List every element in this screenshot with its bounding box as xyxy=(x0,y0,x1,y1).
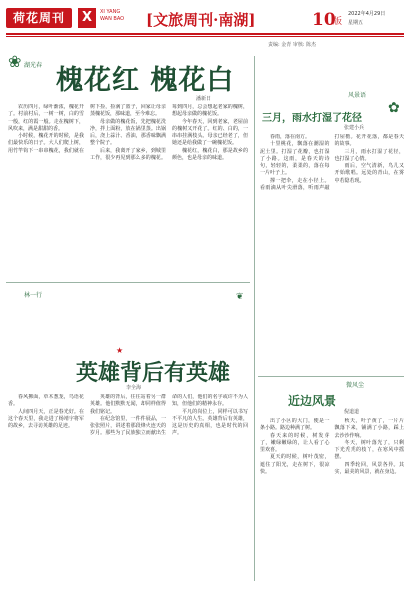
article-author-1: 潘新日 xyxy=(196,96,212,102)
paragraph: 母亲做的槐花饭，先把槐花洗净，拌上面粉，放在锅里蒸。出锅后，浇上蒜汁、香油，那香味飘满整个院子。 xyxy=(90,118,166,147)
paragraph: 出了小区的大门，便是一条小路。路边种满了树。 xyxy=(260,418,330,432)
paragraph: 撑一把伞，走在小径上。看雨滴从叶尖滑落，听雨声敲打屋檐。花开花落，都是春天的故事。 xyxy=(260,134,404,192)
paragraph: 十里桃花，飘落在潮湿的泥土里。打湿了花瓣，也打湿了小路。这雨，是春天的诗句，轻轻的，柔柔的，落在每一片叶子上。 xyxy=(260,141,330,177)
paragraph: 冬天，树叶落光了，只剩下光秃秃的枝丫，在寒风中摇摆。 xyxy=(334,439,404,461)
section-title: [文旅周刊·南湖] xyxy=(146,11,256,29)
page-number: 10 xyxy=(312,10,336,30)
section-divider-right xyxy=(258,376,404,377)
pinyin-line-2: WAN BAO xyxy=(100,16,125,22)
article-author-2: 李全海 xyxy=(126,385,142,391)
paragraph: 今年春天，回到老家，老屋前的槐树又开花了。红的、白的，一串串挂满枝头。母亲已经老了，但她还是给我做了一碗槐花饭。 xyxy=(172,118,248,147)
paragraph: 四季轮回，风景各异。其实，最美的风景，就在身边。 xyxy=(334,461,404,476)
section-label: 湖光春 xyxy=(24,62,43,69)
leaf-ornament-icon: ❦ xyxy=(236,292,244,302)
paragraph: 小时候，槐花开的时候，是我们最快乐的日子。大人们爬上树，用竹竿钩下一串串槐花，我们就在树下捡，捡满了篮子，回家让母亲蒸槐花饭，那味道，至今难忘。 xyxy=(8,104,166,154)
issue-date: 2022年4月29日 xyxy=(348,11,386,17)
masthead-rule-thin xyxy=(6,36,404,37)
section-label: 风景语 xyxy=(348,92,367,99)
paragraph: 英雄的背后，往往站着另一群英雄。他们默默无闻，却同样值得我们铭记。 xyxy=(90,394,166,415)
paragraph: 平凡的岗位上，同样可以书写不平凡的人生。英雄背后有英雄，这是历史的真相，也是时代的回声。 xyxy=(172,408,248,437)
column-head-1 xyxy=(24,60,42,72)
paragraph: 在纪念馆里，一件件展品，一张张照片，讲述着那段烽火连天的岁月。那些为了民族独立而献出生命的人们，他们的名字或许不为人知，但他们的精神永存。 xyxy=(90,394,248,437)
article-body-2 xyxy=(8,394,248,584)
paragraph: 夏天的时候，树叶茂密，遮住了阳光，走在树下，很凉快。 xyxy=(260,454,330,476)
issue-weekday: 星期五 xyxy=(348,20,364,26)
column-divider xyxy=(254,56,255,581)
column-head-2 xyxy=(24,290,42,302)
article-headline-2: 英雄背后有英雄 xyxy=(76,360,231,386)
article-headline-4: 近边风景 xyxy=(288,394,337,408)
paragraph: 秋天，叶子黄了，一片片飘落下来，铺满了小路，踩上去沙沙作响。 xyxy=(334,418,404,439)
article-body-1 xyxy=(8,104,248,278)
article-headline-3: 三月，雨水打湿了花径 xyxy=(262,113,362,124)
page-unit: 版 xyxy=(333,17,343,27)
pinyin-line-1: XI YANG xyxy=(100,9,121,15)
section-label: 微风尘 xyxy=(346,382,365,389)
article-body-3 xyxy=(260,134,404,372)
flower-ornament-icon: ✿ xyxy=(388,100,400,116)
paragraph: 春雨，落在南方。 xyxy=(270,134,311,140)
paragraph: 雨后，空气清新，鸟儿又开始歌唱。远处的青山，在雾中若隐若现。 xyxy=(334,163,404,184)
flower-ornament-icon: ❀ xyxy=(8,52,22,71)
article-author-3: 张建小兵 xyxy=(344,125,365,131)
paragraph: 人间四月天，正是春光好。在这个春天里，我走进了杨靖宇将军的故乡，去寻访英雄的足迹。 xyxy=(8,408,84,430)
paragraph: 三月，雨水打湿了花径，也打湿了心情。 xyxy=(334,148,404,162)
masthead xyxy=(0,0,410,36)
column-head-4 xyxy=(346,380,364,392)
article-author-4: 倪道道 xyxy=(344,409,360,415)
newspaper-logo: 荷花周刊 xyxy=(6,8,72,28)
paragraph: 槐花红，槐花白，那是故乡的颜色，也是母亲的味道。 xyxy=(172,147,248,162)
x-logo-mark: X xyxy=(78,8,96,28)
star-ornament-icon: ★ xyxy=(116,346,124,355)
masthead-rule xyxy=(6,33,404,35)
paragraph: 春天来的时候，树发芽了，嫩绿嫩绿的，让人看了心里欢喜。 xyxy=(260,432,330,454)
editors-credit: 责编: 金青 审核: 陈杰 xyxy=(268,42,317,48)
paragraph: 后来，我离开了家乡，到城里工作，很少再见到那么多的槐花。每到四月，总会想起老家的槐树，想起母亲做的槐花饭。 xyxy=(90,104,248,162)
paragraph: 农历四月，绿叶渐浓，槐花开了。村前村后，一树一树，白的雪一般，红的霞一般。走在槐树下，风吹来，满是甜甜的香。 xyxy=(8,104,84,132)
column-head-3 xyxy=(348,90,366,102)
pinyin-name xyxy=(100,9,124,23)
section-divider-left xyxy=(6,282,250,283)
article-headline-1: 槐花红 槐花白 xyxy=(56,65,235,96)
paragraph: 春风拂面，草木葱茏，鸟语花香。 xyxy=(8,394,84,408)
section-label: 林一行 xyxy=(24,292,43,299)
article-body-4 xyxy=(260,418,404,584)
